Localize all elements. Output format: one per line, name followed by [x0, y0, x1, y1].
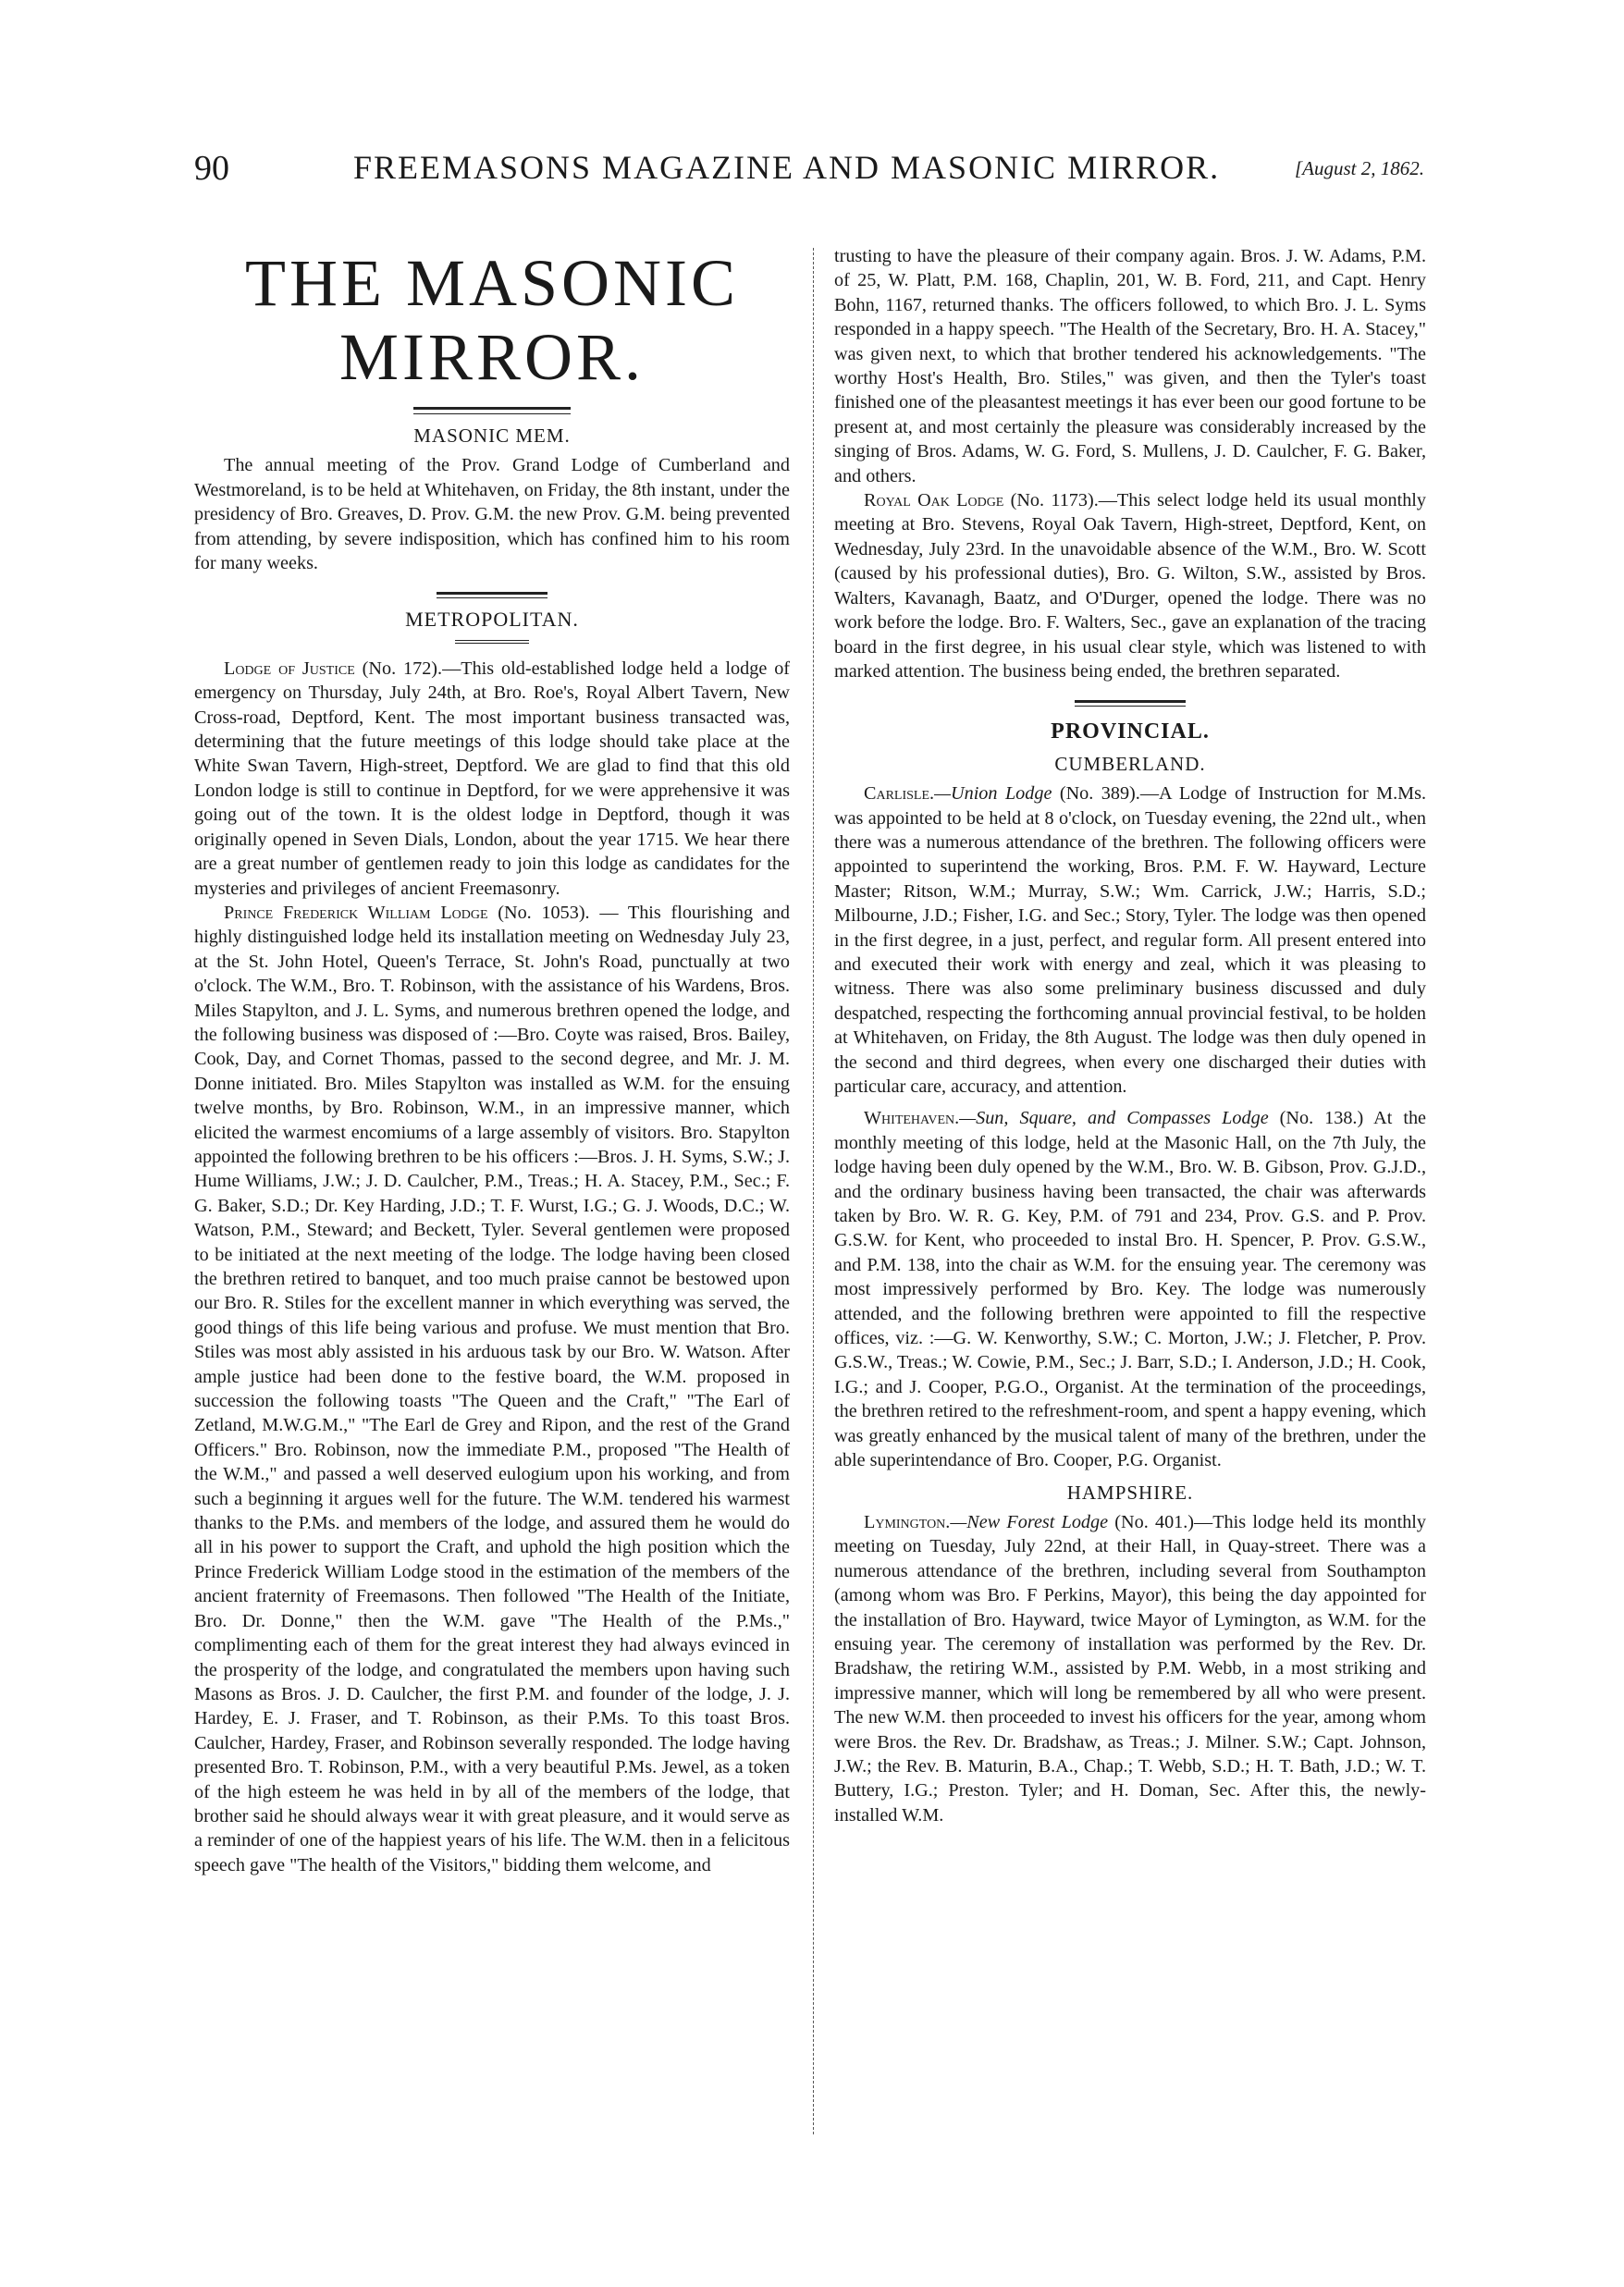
prince-frederick-william-paragraph	[194, 901, 790, 1877]
lodge-name: —Union Lodge	[934, 783, 1052, 805]
lodge-name: Prince Frederick William Lodge	[224, 902, 488, 923]
town-name: Whitehaven.	[864, 1108, 960, 1129]
royal-oak-paragraph	[834, 488, 1426, 683]
section-rule	[455, 640, 529, 644]
lodge-name: —New Forest Lodge	[950, 1511, 1109, 1532]
left-column	[194, 244, 790, 1877]
paragraph-text: (No. 389).—A Lodge of Instruction for M.Ms. was appointed to be held at 8 o'clock, on Tuesday evening, the 22nd ult., when there was a numerous attendance of the brethren. The following officers were appointed to superintend the working, Bros. P.M. F. W. Hayward, Lecture Master; Ritson, W.M.; Murray, S.W.; Wm. Carrick, J.W.; Harris, S.D.; Milbourne, J.D.; Fisher, I.G. and Sec.; Story, Tyler. The lodge was then opened in the first degree, in a just, perfect, and regular form. All present entered into and executed their work with energy and zeal, which it was pleasing to witness. There was also some preliminary business discussed and duly despatched, respecting the forthcoming annual provincial festival, to be holden at Whitehaven, on Friday, the 8th August. The lodge was then duly opened in the second and third degrees, when every one discharged their duties with particular care, accuracy, and attention.	[834, 783, 1426, 1097]
masthead-title: THE MASONIC MIRROR.	[244, 246, 739, 394]
section-rule	[1075, 700, 1186, 707]
lodge-name: Royal Oak Lodge	[864, 490, 1004, 511]
town-name: Lymington.	[864, 1511, 951, 1532]
page-header	[194, 148, 1424, 203]
paragraph-text: (No. 172).—This old-established lodge held a lodge of emergency on Thursday, July 24th, at Bro. Roe's, Royal Albert Tavern, New Cross-road, Deptford, Kent. The most important business transacted was, determining that the future meetings of this lodge should take place at the White Swan Tavern, High-street, Deptford. We are glad to find that this old London lodge is still to continue in Deptford, for we were apprehensive it was going out of the town. It is the oldest lodge in Deptford, though it was originally opened in Seven Dials, London, about the year 1715. We hear there are a great number of gentlemen ready to join this lodge as candidates for the mysteries and privileges of ancient Freemasonry.	[194, 658, 791, 899]
cumberland-heading: CUMBERLAND.	[1054, 752, 1206, 775]
paragraph-text: (No. 401.)—This lodge held its monthly meeting on Tuesday, July 22nd, at their Hall, in Quay-street. There was a numerous attendance of the brethren, including several from Southampton (among whom was Bro. F Perkins, Mayor), this being the day appointed for the installation of Bro. Hayward, twice Mayor of Lymington, as W.M. for the ensuing year. The ceremony of installation was performed by the Rev. Dr. Bradshaw, the retiring W.M., assisted by P.M. Webb, in a most striking and impressive manner, which will long be remembered by all who were present. The new W.M. then proceeded to invest his officers for the year, among whom were Bros. the Rev. Dr. Bradshaw, as Treas.; J. Milner. S.W.; Capt. Johnson, J.W.; the Rev. B. Maturin, B.A., Chap.; T. Webb, S.D.; H. T. Bath, J.D.; W. T. Buttery, I.G.; Preston. Tyler; and H. Doman, Sec. After this, the newly-installed W.M.	[834, 1511, 1427, 1826]
town-name: Carlisle.	[864, 783, 935, 805]
masonic-mem-text: The annual meeting of the Prov. Grand Lodge of Cumberland and Westmoreland, is to be held at Whitehaven, on Friday, the 8th instant, under the presidency of Bro. Greaves, D. Prov. G.M. the new Prov. G.M. being prevented from attending, by severe indisposition, which has confined him to his room for many weeks.	[194, 455, 790, 574]
lodge-of-justice-paragraph	[194, 657, 790, 901]
section-rule	[437, 592, 547, 598]
masthead-rule	[413, 407, 571, 414]
continuation-paragraph: trusting to have the pleasure of their company again. Bros. J. W. Adams, P.M. of 25, W. Platt, P.M. 168, Chaplin, 201, W. B. Ford, 211, and Capt. Henry Bohn, 1167, returned thanks. The officers followed, to which Bro. J. L. Syms responded in a happy speech. "The Health of the Secretary, Bro. H. A. Stacey," was given next, to which that brother tendered his acknowledgements. "The worthy Host's Health, Bro. Stiles," was given, and then the Tyler's toast finished one of the pleasantest meetings it has ever been our good fortune to be present at, and most certainly the pleasure was considerably increased by the singing of Bros. Adams, W. G. Ford, S. Mullens, J. D. Caulcher, F. G. Baker, and others.	[834, 246, 1426, 486]
metropolitan-heading: METROPOLITAN.	[405, 608, 579, 632]
lodge-name: —Sun, Square, and Compasses Lodge	[959, 1108, 1269, 1129]
lodge-name: Lodge of Justice	[224, 658, 355, 679]
running-title: FREEMASONS MAGAZINE AND MASONIC MIRROR.	[353, 149, 1221, 186]
right-column	[834, 244, 1426, 1827]
paragraph-text: (No. 1053). — This flourishing and highly distinguished lodge held its installation meeting on Wednesday July 23, at the St. John Hotel, Queen's Terrace, St. John's Road, punctually at two o'clock. The W.M., Bro. T. Robinson, with the assistance of his Wardens, Bros. Miles Stapylton, and J. L. Syms, and numerous brethren opened the lodge, and the following business was disposed of :—Bro. Coyte was raised, Bros. Bailey, Cook, Day, and Cornet Thomas, passed to the second degree, and Mr. J. M. Donne initiated. Bro. Miles Stapylton was installed as W.M. for the ensuing twelve months, by Bro. Robinson, W.M., in an impressive manner, which elicited the warmest encomiums of a large assembly of visitors. Bro. Stapylton appointed the following brethren to be his officers :—Bros. J. H. Syms, S.W.; J. Hume Williams, J.W.; J. D. Caulcher, P.M., Treas.; H. A. Stacey, P.M., Sec.; F. G. Baker, S.D.; Dr. Key Harding, J.D.; T. F. Wurst, I.G.; G. J. Woods, D.C.; W. Watson, P.M., Steward; and Beckett, Tyler. Several gentlemen were proposed to be initiated at the next meeting of the lodge. The lodge having been closed the brethren retired to banquet, and too much praise cannot be bestowed upon our Bro. R. Stiles for the excellent manner in which everything was served, the good things of this life being various and profuse. We must mention that Bro. Stiles was most ably assisted in his arduous task by our Bro. W. Watson. After ample justice had been done to the festive board, the W.M. proposed in succession the following toasts "The Queen and the Craft," "The Earl of Zetland, M.W.G.M.," "The Earl de Grey and Ripon, and the rest of the Grand Officers." Bro. Robinson, now the immediate P.M., proposed "The Health of the W.M.," and passed a well deserved eulogium upon his working, and from such a beginning it argues well for the future. The W.M. tendered his warmest thanks to the P.Ms. and members of the lodge, and assured them he would do all in his power to support the Craft, and uphold the high position which the Prince Frederick William Lodge stood in the estimation of the members of the ancient fraternity of Freemasons. Then followed "The Health of the Initiate, Bro. Dr. Donne," then the W.M. gave "The Health of the P.Ms.," complimenting each of them for the great interest they had always evinced in the prosperity of the lodge, and congratulated the members upon having such Masons as Bros. J. D. Caulcher, the first P.M. and founder of the lodge, J. J. Hardey, E. J. Fraser, and T. Robinson, as their P.Ms. To this toast Bros. Caulcher, Hardey, Fraser, and Robinson severally responded. The lodge having presented Bro. T. Robinson, P.M., with a very beautiful P.Ms. Jewel, as a token of the high esteem he was held in by all of the members of the lodge, that brother said he should always wear it with great pleasure, and it would serve as a reminder of one of the happiest years of his life. The W.M. then in a felicitous speech gave "The health of the Visitors," bidding them welcome, and	[194, 902, 790, 1875]
carlisle-paragraph	[834, 781, 1426, 1099]
whitehaven-paragraph	[834, 1106, 1426, 1472]
hampshire-heading: HAMPSHIRE.	[1066, 1481, 1194, 1504]
paragraph-text: (No. 138.) At the monthly meeting of this lodge, held at the Masonic Hall, on the 7th July, the lodge having been duly opened by the W.M., Bro. W. B. Gibson, Prov. G.J.D., and the ordinary business having been transacted, the chair was afterwards taken by Bro. W. R. G. Key, P.M. of 791 and 234, Prov. G.S. and P. Prov. G.S.W. for Kent, who proceeded to instal Bro. H. Spencer, P. Prov. G.S.W., and P.M. 138, into the chair as W.M. for the ensuing year. The ceremony was most impressively performed by Bro. Key. The lodge was numerously attended, and the following brethren were appointed to fill the respective offices, viz. :—G. W. Kenworthy, S.W.; C. Morton, J.W.; J. Fletcher, P. Prov. G.S.W., Treas.; W. Cowie, P.M., Sec.; J. Barr, S.D.; I. Anderson, J.D.; H. Cook, I.G.; and J. Cooper, P.G.O., Organist. At the termination of the proceedings, the brethren retired to the refreshment-room, and spent a happy evening, which was greatly enhanced by the musical talent of many of the brethren, under the able superintendance of Bro. Cooper, P.G. Organist.	[834, 1108, 1427, 1471]
column-divider	[813, 248, 815, 2134]
issue-date: [August 2, 1862.	[1294, 157, 1424, 179]
paragraph-text: (No. 1173).—This select lodge held its usual monthly meeting at Bro. Stevens, Royal Oak Tavern, High-street, Deptford, Kent, on Wednesday, July 23rd. In the unavoidable absence of the W.M., Bro. W. Scott (caused by his professional duties), Bro. G. Wilton, S.W., assisted by Bros. Walters, Kavanagh, Baatz, and O'Durger, opened the lodge. There was no work before the lodge. Bro. F. Walters, Sec., gave an explanation of the tracing board in the first degree, in his usual clear style, which was listened to with marked attention. The business being ended, the brethren separated.	[834, 490, 1426, 682]
masonic-mem-heading: MASONIC MEM.	[413, 424, 571, 447]
lymington-paragraph	[834, 1510, 1426, 1827]
provincial-heading: PROVINCIAL.	[1051, 719, 1210, 744]
page-number: 90	[194, 149, 229, 188]
